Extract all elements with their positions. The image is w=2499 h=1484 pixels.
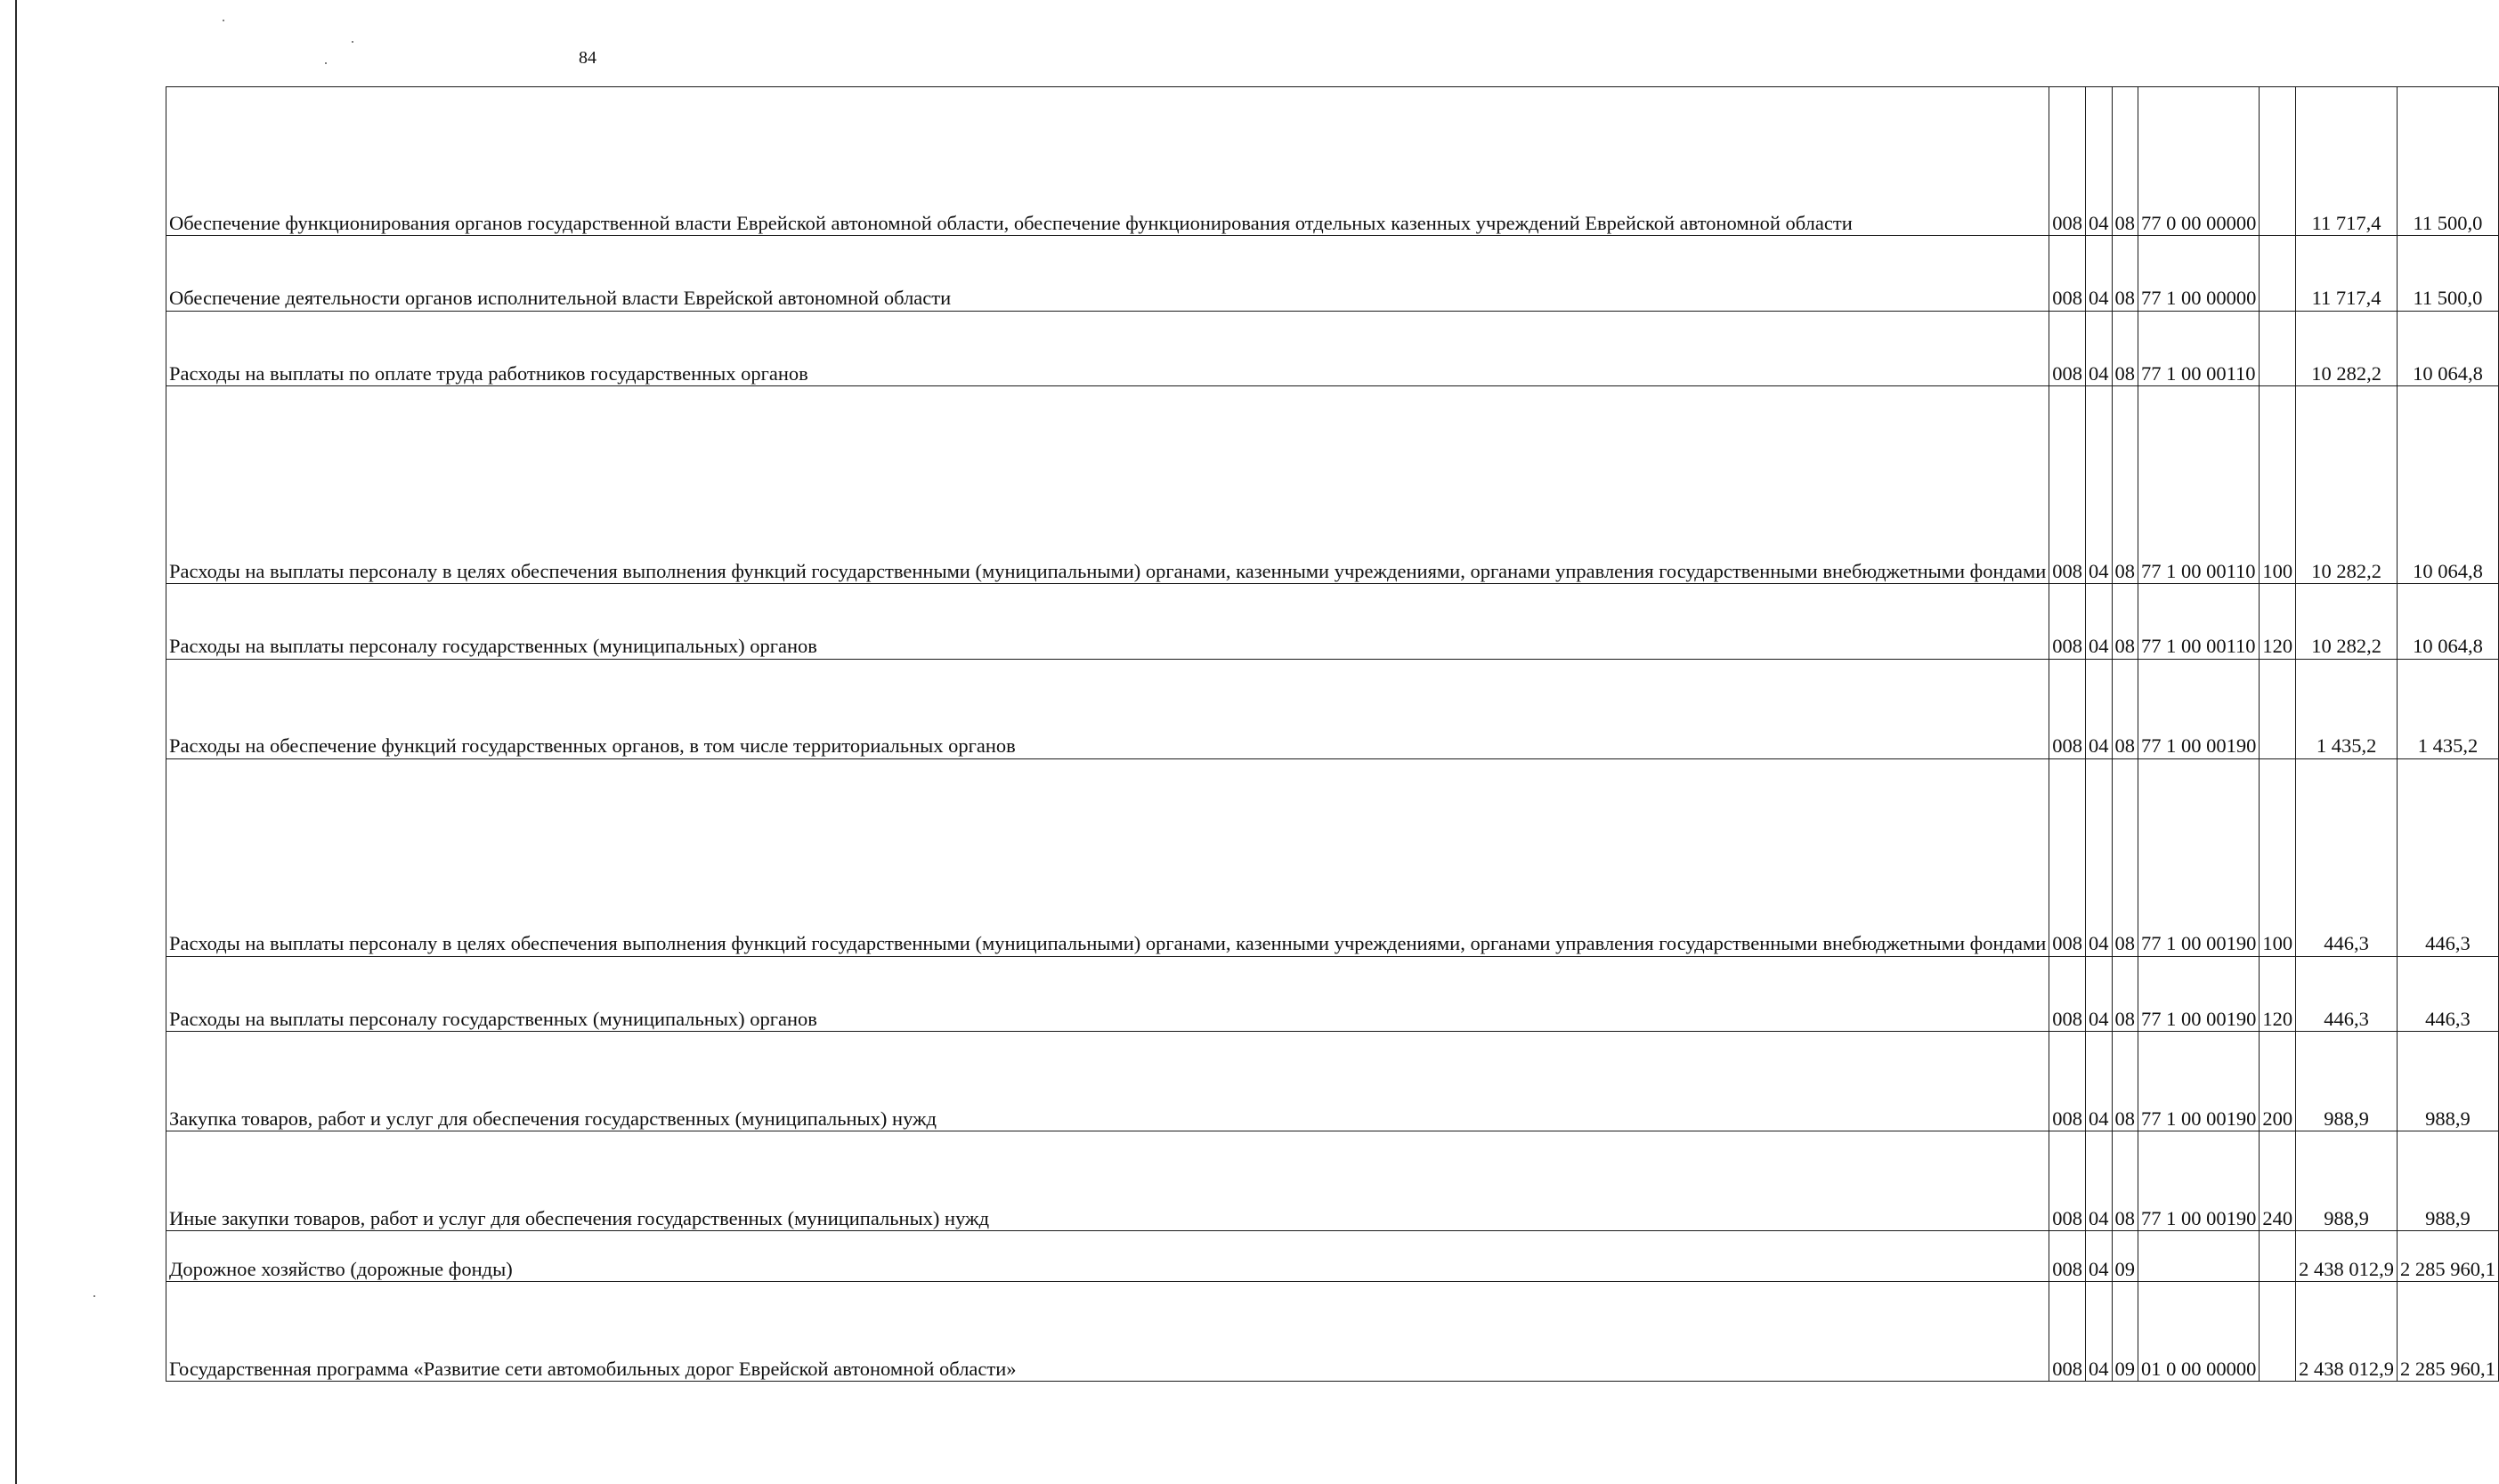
- target-article-cell: 77 1 00 00000: [2138, 236, 2260, 312]
- ministry-code-cell: 008: [2049, 584, 2086, 660]
- ministry-code-cell: 008: [2049, 1032, 2086, 1131]
- subsection-code-cell: 08: [2112, 386, 2138, 584]
- ministry-code-cell: 008: [2049, 386, 2086, 584]
- section-code-cell: 04: [2086, 956, 2113, 1032]
- amount-year1-cell: 1 435,2: [2296, 659, 2398, 758]
- table-row: [166, 87, 2499, 236]
- amount-year1-cell: 10 282,2: [2296, 584, 2398, 660]
- subsection-code-cell: 08: [2112, 584, 2138, 660]
- section-code-cell: 04: [2086, 659, 2113, 758]
- amount-year1-cell: 10 282,2: [2296, 386, 2398, 584]
- expense-type-cell: [2260, 1282, 2296, 1382]
- expense-type-cell: [2260, 236, 2296, 312]
- section-code-cell: 04: [2086, 1032, 2113, 1131]
- subsection-code-cell: 08: [2112, 956, 2138, 1032]
- section-code-cell: 04: [2086, 87, 2113, 236]
- ministry-code-cell: 008: [2049, 659, 2086, 758]
- expense-name-cell: Иные закупки товаров, работ и услуг для обеспечения государственных (муниципальных) нужд: [166, 1131, 2049, 1231]
- amount-year1-cell: 988,9: [2296, 1131, 2398, 1231]
- section-code-cell: 04: [2086, 1282, 2113, 1382]
- expense-type-cell: 200: [2260, 1032, 2296, 1131]
- ministry-code-cell: 008: [2049, 236, 2086, 312]
- amount-year1-cell: 988,9: [2296, 1032, 2398, 1131]
- target-article-cell: 77 1 00 00190: [2138, 956, 2260, 1032]
- expense-name-cell: Расходы на выплаты персоналу государственных (муниципальных) органов: [166, 584, 2049, 660]
- ministry-code-cell: 008: [2049, 311, 2086, 386]
- expense-name-cell: Закупка товаров, работ и услуг для обеспечения государственных (муниципальных) нужд: [166, 1032, 2049, 1131]
- amount-year2-cell: 11 500,0: [2398, 87, 2499, 236]
- amount-year1-cell: 2 438 012,9: [2296, 1282, 2398, 1382]
- amount-year2-cell: 11 500,0: [2398, 236, 2499, 312]
- expense-type-cell: [2260, 659, 2296, 758]
- scan-speck: [223, 20, 224, 21]
- table-row: [166, 236, 2499, 312]
- target-article-cell: 01 0 00 00000: [2138, 1282, 2260, 1382]
- target-article-cell: 77 1 00 00190: [2138, 1131, 2260, 1231]
- table-row: [166, 1032, 2499, 1131]
- amount-year1-cell: 446,3: [2296, 956, 2398, 1032]
- amount-year1-cell: 11 717,4: [2296, 236, 2398, 312]
- expense-type-cell: 100: [2260, 386, 2296, 584]
- target-article-cell: 77 0 00 00000: [2138, 87, 2260, 236]
- target-article-cell: 77 1 00 00190: [2138, 659, 2260, 758]
- subsection-code-cell: 08: [2112, 236, 2138, 312]
- target-article-cell: 77 1 00 00110: [2138, 311, 2260, 386]
- amount-year1-cell: 446,3: [2296, 758, 2398, 956]
- expense-name-cell: Расходы на выплаты персоналу государственных (муниципальных) органов: [166, 956, 2049, 1032]
- subsection-code-cell: 08: [2112, 1032, 2138, 1131]
- amount-year2-cell: 988,9: [2398, 1032, 2499, 1131]
- expense-name-cell: Государственная программа «Развитие сети автомобильных дорог Еврейской автономной области»: [166, 1282, 2049, 1382]
- table-row: [166, 659, 2499, 758]
- amount-year2-cell: 2 285 960,1: [2398, 1282, 2499, 1382]
- subsection-code-cell: 08: [2112, 87, 2138, 236]
- table-row: [166, 1231, 2499, 1282]
- expense-name-cell: Расходы на выплаты персоналу в целях обеспечения выполнения функций государственными (муниципальными) органами, казенными учреждениями, органами управления государственными внебюджетными фондами: [166, 386, 2049, 584]
- ministry-code-cell: 008: [2049, 1231, 2086, 1282]
- ministry-code-cell: 008: [2049, 956, 2086, 1032]
- expense-name-cell: Расходы на обеспечение функций государственных органов, в том числе территориальных органов: [166, 659, 2049, 758]
- section-code-cell: 04: [2086, 1231, 2113, 1282]
- amount-year1-cell: 11 717,4: [2296, 87, 2398, 236]
- amount-year2-cell: 446,3: [2398, 956, 2499, 1032]
- ministry-code-cell: 008: [2049, 87, 2086, 236]
- section-code-cell: 04: [2086, 1131, 2113, 1231]
- target-article-cell: 77 1 00 00190: [2138, 1032, 2260, 1131]
- expense-name-cell: Обеспечение функционирования органов государственной власти Еврейской автономной области, обеспечение функционирования отдельных казенных учреждений Еврейской автономной области: [166, 87, 2049, 236]
- scan-speck: [93, 1295, 95, 1297]
- amount-year2-cell: 446,3: [2398, 758, 2499, 956]
- amount-year2-cell: 10 064,8: [2398, 386, 2499, 584]
- section-code-cell: 04: [2086, 758, 2113, 956]
- amount-year2-cell: 10 064,8: [2398, 584, 2499, 660]
- table-row: [166, 386, 2499, 584]
- page-number: 84: [579, 48, 596, 68]
- amount-year2-cell: 10 064,8: [2398, 311, 2499, 386]
- subsection-code-cell: 09: [2112, 1282, 2138, 1382]
- section-code-cell: 04: [2086, 386, 2113, 584]
- target-article-cell: 77 1 00 00110: [2138, 386, 2260, 584]
- table-row: [166, 584, 2499, 660]
- table-row: [166, 758, 2499, 956]
- expense-name-cell: Дорожное хозяйство (дорожные фонды): [166, 1231, 2049, 1282]
- expense-name-cell: Расходы на выплаты по оплате труда работников государственных органов: [166, 311, 2049, 386]
- amount-year1-cell: 10 282,2: [2296, 311, 2398, 386]
- expense-type-cell: 100: [2260, 758, 2296, 956]
- budget-table: [166, 86, 2499, 1382]
- table-body: [166, 87, 2499, 1382]
- target-article-cell: 77 1 00 00110: [2138, 584, 2260, 660]
- ministry-code-cell: 008: [2049, 1282, 2086, 1382]
- table-row: [166, 956, 2499, 1032]
- section-code-cell: 04: [2086, 311, 2113, 386]
- amount-year2-cell: 988,9: [2398, 1131, 2499, 1231]
- subsection-code-cell: 08: [2112, 1131, 2138, 1231]
- subsection-code-cell: 08: [2112, 758, 2138, 956]
- section-code-cell: 04: [2086, 236, 2113, 312]
- subsection-code-cell: 08: [2112, 311, 2138, 386]
- expense-type-cell: [2260, 311, 2296, 386]
- expense-name-cell: Расходы на выплаты персоналу в целях обеспечения выполнения функций государственными (муниципальными) органами, казенными учреждениями, органами управления государственными внебюджетными фондами: [166, 758, 2049, 956]
- expense-type-cell: [2260, 1231, 2296, 1282]
- expense-type-cell: 120: [2260, 584, 2296, 660]
- amount-year1-cell: 2 438 012,9: [2296, 1231, 2398, 1282]
- table-row: [166, 311, 2499, 386]
- binding-line: [15, 0, 17, 1484]
- ministry-code-cell: 008: [2049, 1131, 2086, 1231]
- expense-type-cell: 240: [2260, 1131, 2296, 1231]
- table-row: [166, 1282, 2499, 1382]
- expense-type-cell: [2260, 87, 2296, 236]
- table-row: [166, 1131, 2499, 1231]
- amount-year2-cell: 1 435,2: [2398, 659, 2499, 758]
- ministry-code-cell: 008: [2049, 758, 2086, 956]
- expense-name-cell: Обеспечение деятельности органов исполнительной власти Еврейской автономной области: [166, 236, 2049, 312]
- subsection-code-cell: 09: [2112, 1231, 2138, 1282]
- expense-type-cell: 120: [2260, 956, 2296, 1032]
- target-article-cell: [2138, 1231, 2260, 1282]
- subsection-code-cell: 08: [2112, 659, 2138, 758]
- amount-year2-cell: 2 285 960,1: [2398, 1231, 2499, 1282]
- section-code-cell: 04: [2086, 584, 2113, 660]
- scan-speck: [352, 41, 353, 43]
- target-article-cell: 77 1 00 00190: [2138, 758, 2260, 956]
